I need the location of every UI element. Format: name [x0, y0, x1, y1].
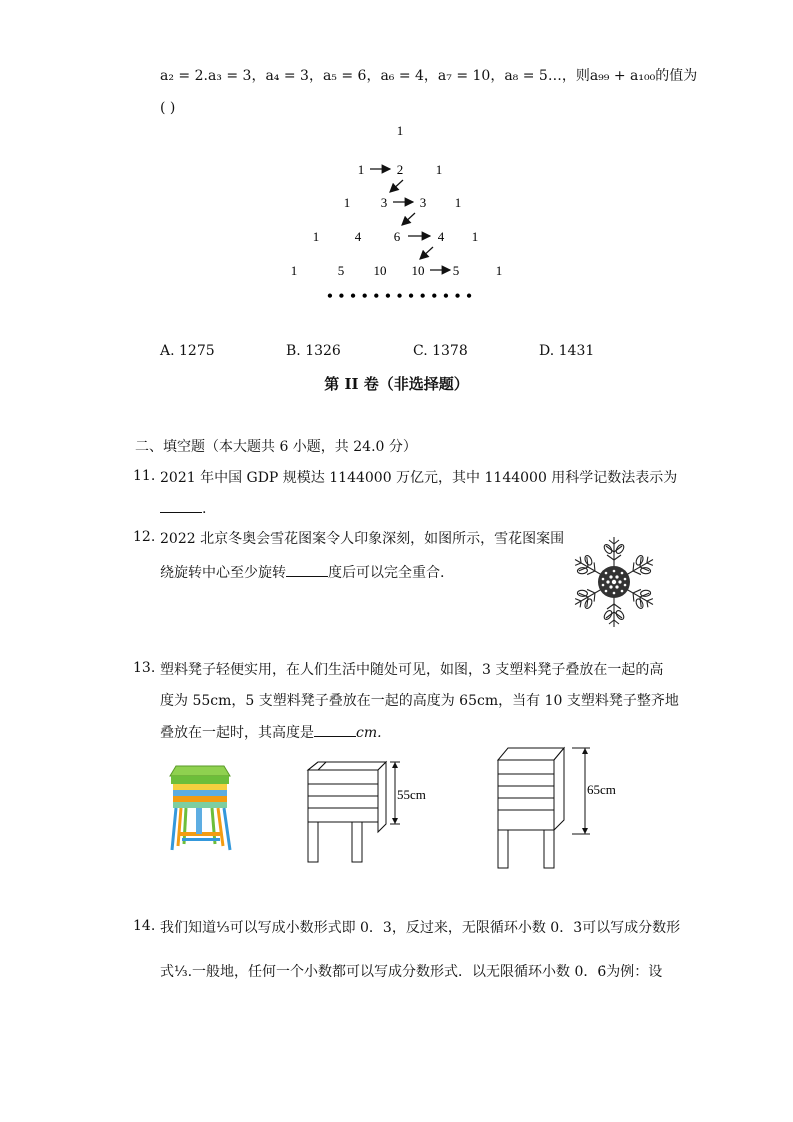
- tri-r3-c2: 6: [393, 229, 401, 244]
- q11-answer-line: .: [160, 498, 206, 519]
- tri-r2-c1: 3: [380, 195, 388, 210]
- tri-r4-c3: 10: [411, 263, 425, 278]
- tri-r0-c0: 1: [396, 123, 404, 138]
- tri-r4-c4: 5: [452, 263, 460, 278]
- tri-r1-c2: 1: [435, 162, 443, 177]
- arrow-down-left-icon: [402, 213, 415, 225]
- tri-r4-c1: 5: [337, 263, 345, 278]
- q11-blank: [160, 498, 202, 513]
- q14-line1: 我们知道⅓可以写成小数形式即 0．3，反过来，无限循环小数 0．3̇可以写成分数形: [160, 920, 681, 936]
- option-d: D. 1431: [539, 343, 595, 359]
- stool-photo: [168, 762, 236, 856]
- tri-r2-c0: 1: [343, 195, 351, 210]
- q10-answer-paren: ( ): [160, 100, 176, 116]
- label-65cm: 65cm: [587, 782, 616, 797]
- option-a: A. 1275: [160, 343, 215, 359]
- q13-blank: [314, 722, 356, 737]
- arrow-down-left-icon: [420, 247, 433, 259]
- label-55cm: 55cm: [397, 787, 426, 802]
- arrow-down-left-icon: [390, 180, 403, 192]
- q12-blank: [286, 562, 328, 577]
- q13-number: 13.: [133, 660, 156, 676]
- tri-r4-c0: 1: [290, 263, 298, 278]
- q13-line1: 塑料凳子轻便实用，在人们生活中随处可见，如图，3 支塑料凳子叠放在一起的高: [160, 662, 664, 678]
- q11-text: 2021 年中国 GDP 规模达 1144000 万亿元，其中 1144000 用科学记数法表示为: [160, 470, 678, 486]
- option-b: B. 1326: [286, 343, 341, 359]
- section-two-title: 二、填空题（本大题共 6 小题，共 24.0 分）: [135, 439, 417, 455]
- tri-r3-c1: 4: [354, 229, 362, 244]
- stool-diagram-55cm: [300, 758, 450, 866]
- tri-r3-c4: 1: [471, 229, 479, 244]
- number-triangle-figure: [270, 118, 530, 308]
- q14-number: 14.: [133, 918, 156, 934]
- tri-r4-c2: 10: [373, 263, 387, 278]
- tri-r3-c3: 4: [437, 229, 445, 244]
- tri-r2-c2: 3: [419, 195, 427, 210]
- stool-diagram-65cm: [490, 744, 640, 872]
- q14-line2: 式⅓.一般地，任何一个小数都可以写成分数形式．以无限循环小数 0．6̇为例：设: [160, 964, 663, 980]
- tri-r1-c0: 1: [357, 162, 365, 177]
- tri-r4-c5: 1: [495, 263, 503, 278]
- q12-line1: 2022 北京冬奥会雪花图案令人印象深刻，如图所示，雪花图案围: [160, 531, 565, 547]
- continuation-dots: • • • • • • • • • • • • •: [327, 288, 473, 305]
- q13-line2: 度为 55cm，5 支塑料凳子叠放在一起的高度为 65cm，当有 10 支塑料凳子整齐地: [160, 693, 679, 709]
- tri-r3-c0: 1: [312, 229, 320, 244]
- q12-line2: 绕旋转中心至少旋转 度后可以完全重合.: [160, 562, 444, 583]
- q13-line3: 叠放在一起时，其高度是 cm.: [160, 722, 382, 743]
- option-c: C. 1378: [413, 343, 468, 359]
- q10-sequence-text: a₂ = 2.a₃ = 3，a₄ = 3，a₅ = 6，a₆ = 4，a₇ = 10，a₈ = 5…，则a₉₉ + a₁₀₀的值为: [160, 68, 698, 84]
- tri-r2-c3: 1: [454, 195, 462, 210]
- tri-r1-c1: 2: [396, 162, 404, 177]
- part-two-title: 第 II 卷（非选择题）: [324, 375, 469, 393]
- snowflake-figure: [566, 534, 662, 630]
- q11-number: 11.: [133, 468, 156, 484]
- q12-number: 12.: [133, 529, 156, 545]
